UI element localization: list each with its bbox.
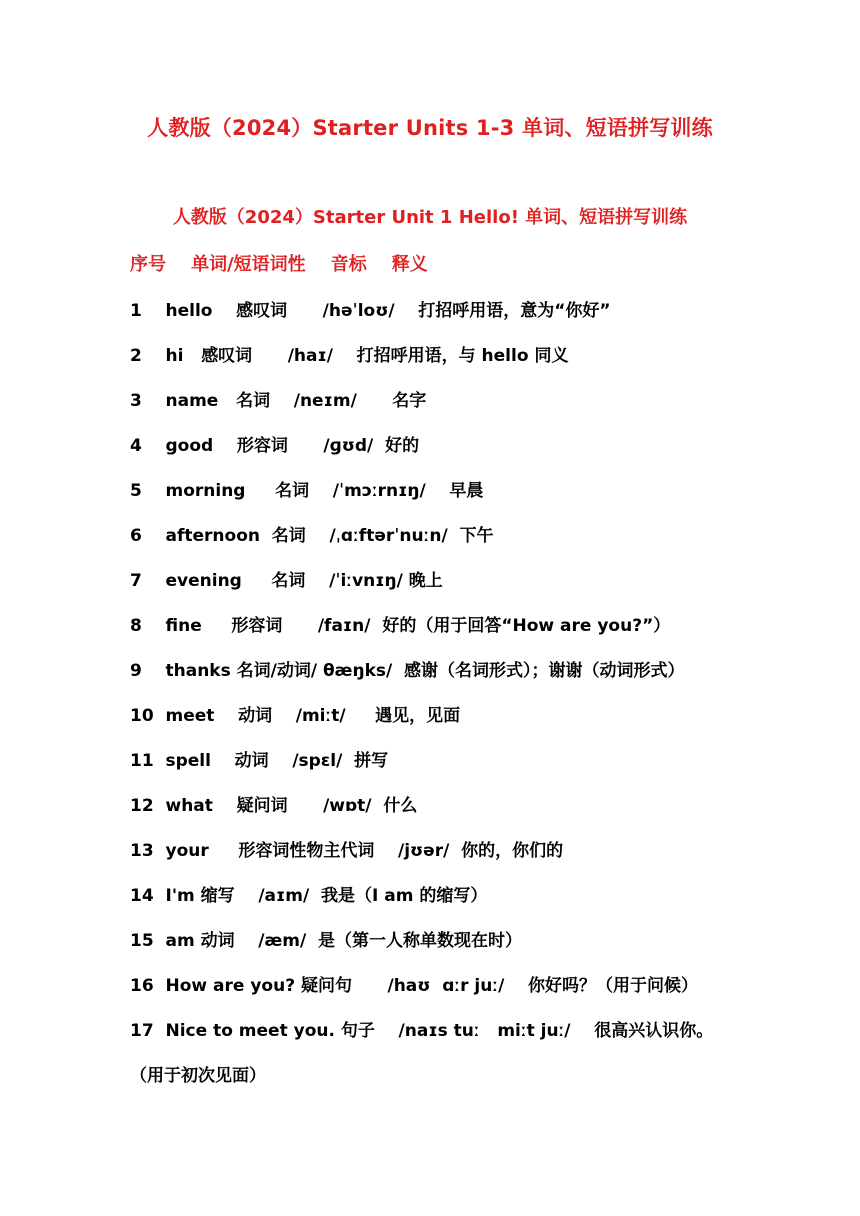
vocab-entry: 17 Nice to meet you. 句子 /naɪs tuː miːt juː/ 很高兴认识你。 (130, 1021, 714, 1041)
vocab-entry-continuation: （用于初次见面） (130, 1066, 266, 1086)
column-header: 序号 单词/短语词性 音标 释义 (130, 254, 428, 275)
vocab-entry: 16 How are you? 疑问句 /haʊ ɑːr juː/ 你好吗？（用于问候） (130, 976, 698, 996)
vocab-entry: 8 fine 形容词 /faɪn/ 好的（用于回答“How are you?”） (130, 616, 671, 636)
section-subtitle: 人教版（2024）Starter Unit 1 Hello! 单词、短语拼写训练 (172, 207, 688, 228)
vocab-entry: 5 morning 名词 /ˈmɔːrnɪŋ/ 早晨 (130, 481, 484, 501)
vocab-entry: 7 evening 名词 /ˈiːvnɪŋ/ 晚上 (130, 571, 443, 591)
vocab-entry: 10 meet 动词 /miːt/ 遇见，见面 (130, 706, 461, 726)
vocab-entry: 15 am 动词 /æm/ 是（第一人称单数现在时） (130, 931, 523, 951)
vocab-entry: 1 hello 感叹词 /həˈloʊ/ 打招呼用语，意为“你好” (130, 301, 611, 321)
vocab-entry: 11 spell 动词 /spɛl/ 拼写 (130, 751, 389, 771)
page-title: 人教版（2024）Starter Units 1-3 单词、短语拼写训练 (147, 116, 713, 140)
vocab-entry: 3 name 名词 /neɪm/ 名字 (130, 391, 427, 411)
vocab-entry: 13 your 形容词性物主代词 /jʊər/ 你的，你们的 (130, 841, 564, 861)
vocab-entry: 12 what 疑问词 /wɒt/ 什么 (130, 796, 418, 816)
vocab-entry: 6 afternoon 名词 /ˌɑːftərˈnuːn/ 下午 (130, 526, 494, 546)
vocab-entry: 14 I'm 缩写 /aɪm/ 我是（I am 的缩写） (130, 886, 488, 906)
vocab-entry: 9 thanks 名词/动词/ θæŋks/ 感谢（名词形式）；谢谢（动词形式） (130, 661, 685, 681)
vocab-entry: 2 hi 感叹词 /haɪ/ 打招呼用语，与 hello 同义 (130, 346, 569, 366)
vocab-entry: 4 good 形容词 /ɡʊd/ 好的 (130, 436, 420, 456)
